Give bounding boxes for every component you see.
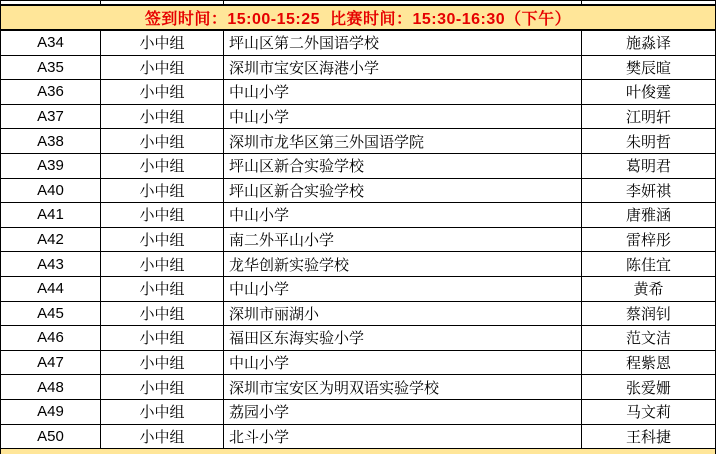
school-cell: 福田区东海实验小学	[224, 326, 582, 350]
group-cell: 小中组	[101, 179, 224, 203]
name-cell: 雷梓彤	[625, 232, 671, 250]
school-cell: 深圳市宝安区海港小学	[224, 56, 582, 80]
table-row	[1, 129, 715, 154]
seat-id-cell: A36	[1, 80, 101, 104]
school-cell: 北斗小学	[224, 425, 582, 449]
table-row	[1, 400, 715, 425]
school-cell: 龙华创新实验学校	[224, 252, 582, 276]
table-row	[1, 252, 715, 277]
table-row	[1, 351, 715, 376]
seat-id-cell: A39	[1, 154, 101, 178]
school-cell: 坪山区新合实验学校	[224, 154, 582, 178]
school-cell: 中山小学	[224, 277, 582, 301]
table-row	[1, 277, 715, 302]
seat-id-cell: A45	[1, 302, 101, 326]
group-cell: 小中组	[101, 326, 224, 350]
group-cell: 小中组	[101, 228, 224, 252]
school-cell: 中山小学	[224, 351, 582, 375]
seat-id-cell: A47	[1, 351, 101, 375]
table-row	[1, 179, 715, 204]
group-cell: 小中组	[101, 400, 224, 424]
seat-id-cell: A34	[1, 31, 101, 55]
name-cell: 范文洁	[625, 330, 671, 348]
group-cell: 小中组	[101, 351, 224, 375]
seat-id-cell: A38	[1, 129, 101, 153]
table-row	[1, 56, 715, 81]
name-cell: 李妍祺	[625, 182, 671, 200]
name-cell: 程紫恩	[625, 355, 671, 373]
group-cell: 小中组	[101, 80, 224, 104]
table-row	[1, 425, 715, 450]
name-cell: 江明轩	[625, 109, 671, 127]
table-row	[1, 302, 715, 327]
group-cell: 小中组	[101, 129, 224, 153]
name-cell: 马文莉	[625, 404, 671, 422]
seat-id-cell: A41	[1, 203, 101, 227]
table-row	[1, 105, 715, 130]
table-row	[1, 80, 715, 105]
seat-id-cell: A46	[1, 326, 101, 350]
table-body	[1, 31, 715, 449]
name-cell: 朱明哲	[625, 133, 671, 151]
school-cell: 深圳市宝安区为明双语实验学校	[224, 375, 582, 399]
name-cell: 陈佳宜	[625, 256, 671, 274]
table-row	[1, 31, 715, 56]
name-cell: 张爱姗	[625, 379, 671, 397]
table-row	[1, 203, 715, 228]
school-cell: 荔园小学	[224, 400, 582, 424]
name-cell: 叶俊霆	[625, 84, 671, 102]
group-cell: 小中组	[101, 425, 224, 449]
school-cell: 中山小学	[224, 80, 582, 104]
school-cell: 坪山区第二外国语学校	[224, 31, 582, 55]
name-cell: 蔡润钊	[625, 305, 671, 323]
group-cell: 小中组	[101, 302, 224, 326]
school-cell: 坪山区新合实验学校	[224, 179, 582, 203]
table-row	[1, 375, 715, 400]
session-time-header: 签到时间：15:00-15:25 比赛时间：15:30-16:30（下午）	[1, 4, 715, 31]
school-cell: 深圳市丽湖小	[224, 302, 582, 326]
name-cell: 樊辰暄	[625, 59, 671, 77]
group-cell: 小中组	[101, 105, 224, 129]
table-row	[1, 154, 715, 179]
table-row	[1, 228, 715, 253]
name-cell: 黄希	[633, 281, 664, 299]
group-cell: 小中组	[101, 375, 224, 399]
seat-id-cell: A37	[1, 105, 101, 129]
seat-id-cell: A43	[1, 252, 101, 276]
partial-row-bottom	[1, 449, 715, 454]
name-cell: 唐雅涵	[625, 207, 671, 225]
seat-id-cell: A44	[1, 277, 101, 301]
seat-id-cell: A49	[1, 400, 101, 424]
seat-id-cell: A48	[1, 375, 101, 399]
seat-id-cell: A42	[1, 228, 101, 252]
school-cell: 中山小学	[224, 203, 582, 227]
group-cell: 小中组	[101, 203, 224, 227]
school-cell: 深圳市龙华区第三外国语学院	[224, 129, 582, 153]
name-cell: 王科捷	[625, 428, 671, 446]
seat-id-cell: A50	[1, 425, 101, 449]
group-cell: 小中组	[101, 56, 224, 80]
seat-id-cell: A35	[1, 56, 101, 80]
table-row	[1, 326, 715, 351]
group-cell: 小中组	[101, 154, 224, 178]
name-cell: 施淼译	[625, 35, 671, 53]
school-cell: 南二外平山小学	[224, 228, 582, 252]
seat-id-cell: A40	[1, 179, 101, 203]
group-cell: 小中组	[101, 252, 224, 276]
school-cell: 中山小学	[224, 105, 582, 129]
name-cell: 葛明君	[625, 158, 671, 176]
group-cell: 小中组	[101, 31, 224, 55]
group-cell: 小中组	[101, 277, 224, 301]
